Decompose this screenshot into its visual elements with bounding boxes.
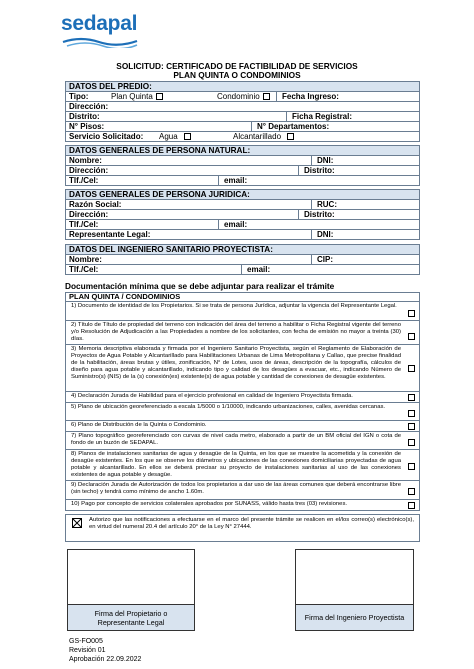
sedapal-logo — [61, 12, 161, 52]
section-predio-heading: DATOS DEL PREDIO: — [65, 81, 420, 92]
label-n-pisos: N° Pisos: — [69, 122, 105, 131]
checkbox-doc-item-1[interactable] — [408, 310, 415, 317]
natural-row-direccion — [65, 166, 420, 176]
plan-quinta-heading: PLAN QUINTA / CONDOMINIOS — [65, 292, 420, 302]
predio-row-pisos — [65, 122, 420, 132]
checkbox-doc-item-6[interactable] — [408, 423, 415, 430]
label-servicio-solicitado: Servicio Solicitado: — [69, 132, 144, 141]
checkbox-doc-item-3[interactable] — [408, 365, 415, 372]
natural-row-nombre — [65, 156, 420, 166]
checkbox-condominio[interactable] — [263, 93, 270, 100]
form-title-line1: SOLICITUD: CERTIFICADO DE FACTIBILIDAD DE SERVICIOS — [116, 61, 358, 71]
signature-label-ingeniero: Firma del Ingeniero Proyectista — [296, 604, 413, 630]
label-cip: CIP: — [317, 255, 333, 264]
doc-item-10 — [65, 500, 420, 511]
label-tipo: Tipo: — [69, 92, 89, 101]
signature-label-propietario: Firma del Propietario o Representante Legal — [68, 604, 194, 630]
checkbox-doc-item-10[interactable] — [408, 502, 415, 509]
label-ruc: RUC: — [317, 200, 337, 209]
footer-revision: Revisión 01 — [69, 647, 106, 654]
label-email-natural: email: — [224, 176, 248, 185]
ingeniero-row-nombre — [65, 255, 420, 265]
doc-item-5-text: 5) Plano de ubicación georeferenciado a escala 1/5000 o 1/10000, indicando urbanizaciones, calles, avenidas cercanas. — [71, 404, 386, 410]
predio-row-distrito — [65, 112, 420, 122]
label-tlf-juridica: Tlf./Cel: — [69, 220, 99, 229]
doc-item-3-text: 3) Memoria descriptiva elaborada y firmada por el Ingeniero Sanitario Proyectista, según el Reglamento de Elaboración de Proyectos de Agua Potable y Alcantarillado para Habilitaciones Urbanas de Lima Metropolitana y Callao, que precise finalidad de la habilitación, áreas brutas y útiles, zonificación, N° de Lotes, usos de áreas, descripción de la topografía, cálculos de diseño para agua potable y alcantarillado, indicando tipo y calidad de los desagües a evacuar, etc., indicando Número de Suministro(s) (NIS) de la (s) conexión(es) existente(s) de agua potable y cantidad de conexiones de desagüe existentes. — [71, 346, 401, 380]
doc-item-8 — [65, 450, 420, 481]
checkbox-doc-item-4[interactable] — [408, 394, 415, 401]
checkbox-doc-item-2[interactable] — [408, 333, 415, 340]
checkbox-doc-item-9[interactable] — [408, 488, 415, 495]
juridica-row-tlf — [65, 220, 420, 230]
label-direccion-natural: Dirección: — [69, 166, 109, 175]
footer-aprobacion: Aprobación 22.09.2022 — [69, 656, 142, 663]
label-nombre-ingeniero: Nombre: — [69, 255, 102, 264]
autorizo-text: Autorizo que las notificaciones a efectuarse en el marco del presente trámite se realicen en el/los correo(s) electrónico(s), en virtud del numeral 20.4 del artículo 20° de la Ley N° 27444. — [89, 517, 414, 530]
checkbox-plan-quinta[interactable] — [156, 93, 163, 100]
label-condominio: Condominio — [217, 92, 260, 101]
juridica-row-direccion — [65, 210, 420, 220]
checkbox-agua[interactable] — [184, 133, 191, 140]
label-tlf-natural: Tlf./Cel: — [69, 176, 99, 185]
juridica-row-representante — [65, 230, 420, 240]
doc-item-10-text: 10) Pago por concepto de servicios colaterales aprobados por SUNASS, válido hasta tres (03) revisiones. — [71, 501, 348, 507]
checkbox-doc-item-7[interactable] — [408, 439, 415, 446]
predio-row-servicio — [65, 132, 420, 142]
doc-item-3 — [65, 345, 420, 392]
signature-box-propietario[interactable] — [67, 549, 195, 631]
label-direccion-predio: Dirección: — [69, 102, 109, 111]
documentacion-title: Documentación mínima que se debe adjuntar para realizar el trámite — [65, 281, 335, 291]
checkbox-alcantarillado[interactable] — [287, 133, 294, 140]
footer-code: GS-FO005 — [69, 638, 103, 645]
option-condominio[interactable] — [214, 92, 270, 101]
doc-item-9-text: 9) Declaración Jurada de Autorización de todos los propietarios a dar uso de las áreas comunes que deberá encontrarse libre (sin techo) y tendrá como mínimo de ancho 1.60m. — [71, 482, 401, 495]
doc-item-4 — [65, 392, 420, 403]
label-distrito-juridica: Distrito: — [304, 210, 335, 219]
option-agua[interactable] — [156, 132, 191, 141]
doc-item-8-text: 8) Planos de instalaciones sanitarias de agua y desagüe de la Quinta, en los que se muestre la acometida y la conexión de desagüe existentes. En los que se observe los diámetros y ubicaciones de las conexiones domiciliarias proyectadas de agua potable y alcantarillado. En ellos se deberá precisar su proyecto de instalaciones sanitarias al uso de las conexiones existentes de agua potable y desagüe. — [71, 451, 401, 478]
label-distrito-predio: Distrito: — [69, 112, 100, 121]
label-alcantarillado: Alcantarillado — [233, 132, 282, 141]
label-distrito-natural: Distrito: — [304, 166, 335, 175]
autorizo-notificaciones — [65, 514, 420, 542]
checkbox-doc-item-8[interactable] — [408, 463, 415, 470]
option-plan-quinta[interactable] — [108, 92, 163, 101]
label-razon-social: Razón Social: — [69, 200, 122, 209]
label-ficha-registral: Ficha Registral: — [292, 112, 353, 121]
doc-item-6 — [65, 421, 420, 432]
doc-item-5 — [65, 403, 420, 421]
checkbox-autorizo[interactable] — [72, 518, 82, 528]
label-tlf-ingeniero: Tlf./Cel: — [69, 265, 99, 274]
predio-row-direccion — [65, 102, 420, 112]
doc-item-7-text: 7) Plano topográfico georeferenciado con curvas de nivel cada metro, elaborado a partir de un BM oficial del IGN o cota de fondo de un buzón de SEDAPAL. — [71, 433, 401, 446]
signature-box-ingeniero[interactable] — [295, 549, 414, 631]
label-direccion-juridica: Dirección: — [69, 210, 109, 219]
ingeniero-row-tlf — [65, 265, 420, 275]
check-x-icon — [73, 519, 81, 527]
doc-item-1-text: 1) Documento de identidad de los Propietarios. Si se trata de persona Jurídica, adjuntar la vigencia del Representante Legal. — [71, 303, 397, 309]
doc-item-1 — [65, 302, 420, 321]
label-n-departamentos: N° Departamentos: — [257, 122, 330, 131]
label-dni-natural: DNI: — [317, 156, 334, 165]
label-dni-juridica: DNI: — [317, 230, 334, 239]
predio-row-tipo — [65, 92, 420, 102]
juridica-row-razon — [65, 200, 420, 210]
label-plan-quinta: Plan Quinta — [111, 92, 153, 101]
form-title-line2: PLAN QUINTA O CONDOMINIOS — [173, 70, 301, 80]
doc-item-9 — [65, 481, 420, 500]
label-representante-legal: Representante Legal: — [69, 230, 151, 239]
label-fecha-ingreso: Fecha Ingreso: — [282, 92, 339, 101]
label-nombre-natural: Nombre: — [69, 156, 102, 165]
label-email-juridica: email: — [224, 220, 248, 229]
section-ingeniero-heading: DATOS DEL INGENIERO SANITARIO PROYECTISTA: — [65, 244, 420, 255]
label-agua: Agua — [159, 132, 178, 141]
doc-item-2 — [65, 321, 420, 345]
section-juridica-heading: DATOS GENERALES DE PERSONA JURIDICA: — [65, 189, 420, 200]
doc-item-4-text: 4) Declaración Jurada de Habilidad para el ejercicio profesional en calidad de Ingeniero Proyectista firmada. — [71, 393, 353, 399]
logo-text: sedapal — [61, 12, 138, 35]
section-natural-heading: DATOS GENERALES DE PERSONA NATURAL: — [65, 145, 420, 156]
checkbox-doc-item-5[interactable] — [408, 410, 415, 417]
doc-item-7 — [65, 432, 420, 450]
wave-icon — [61, 36, 139, 48]
doc-item-2-text: 2) Título de Título de propiedad del terreno con indicación del área del terreno a habilitar o Ficha Registral vigente del terreno y/o Resolución de Adjudicación a las Propiedades a nombre de los solicitantes, con fecha de emisión no mayor a treinta (30) días. — [71, 322, 401, 342]
label-email-ingeniero: email: — [247, 265, 271, 274]
option-alcantarillado[interactable] — [230, 132, 294, 141]
doc-item-6-text: 6) Plano de Distribución de la Quinta o Condominio. — [71, 422, 207, 428]
natural-row-tlf — [65, 176, 420, 186]
